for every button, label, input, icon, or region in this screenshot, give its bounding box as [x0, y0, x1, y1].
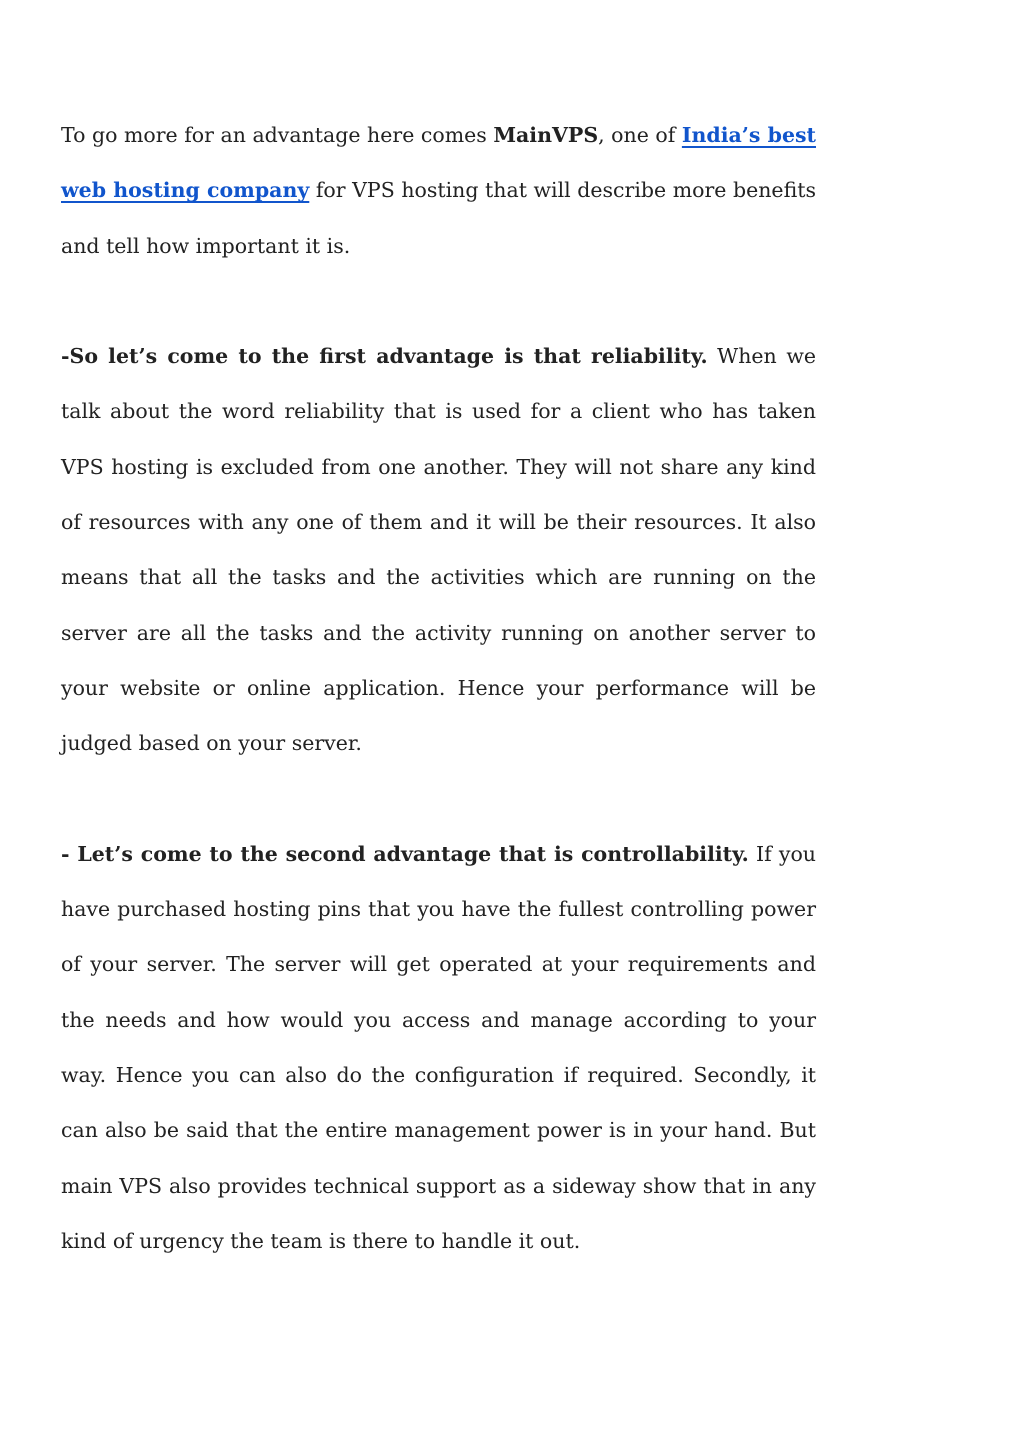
controllability-heading: - Let’s come to the second advantage that is controllability.	[61, 841, 749, 866]
controllability-paragraph	[61, 827, 816, 1269]
controllability-body: If you have purchased hosting pins that you have the fullest controlling power of your server. The server will get operated at your requirements and the needs and how would you access and manage according to your way. Hence you can also do the configuration if required. Secondly, it can also be said that the entire management power is in your hand. But main VPS also provides technical support as a sideway show that in any kind of urgency the team is there to handle it out.	[61, 841, 816, 1253]
intro-text: To go more for an advantage here comes	[61, 123, 494, 147]
document-body	[61, 108, 816, 1269]
brand-name: MainVPS	[493, 123, 599, 147]
reliability-body: When we talk about the word reliability that is used for a client who has taken VPS hosting is excluded from one another. They will not share any kind of resources with any one of them and it will be their resources. It also means that all the tasks and the activities which are running on the server are all the tasks and the activity running on another server to your website or online application. Hence your performance will be judged based on your server.	[61, 344, 816, 756]
best-hosting-link[interactable]: India’s best web hosting company	[61, 123, 816, 203]
reliability-paragraph	[61, 329, 816, 771]
intro-connector: , one of	[598, 123, 682, 147]
intro-rest: for VPS hosting that will describe more benefits and tell how important it is.	[61, 178, 816, 258]
intro-paragraph	[61, 108, 816, 274]
reliability-heading: -So let’s come to the first advantage is that reliability.	[61, 344, 708, 369]
